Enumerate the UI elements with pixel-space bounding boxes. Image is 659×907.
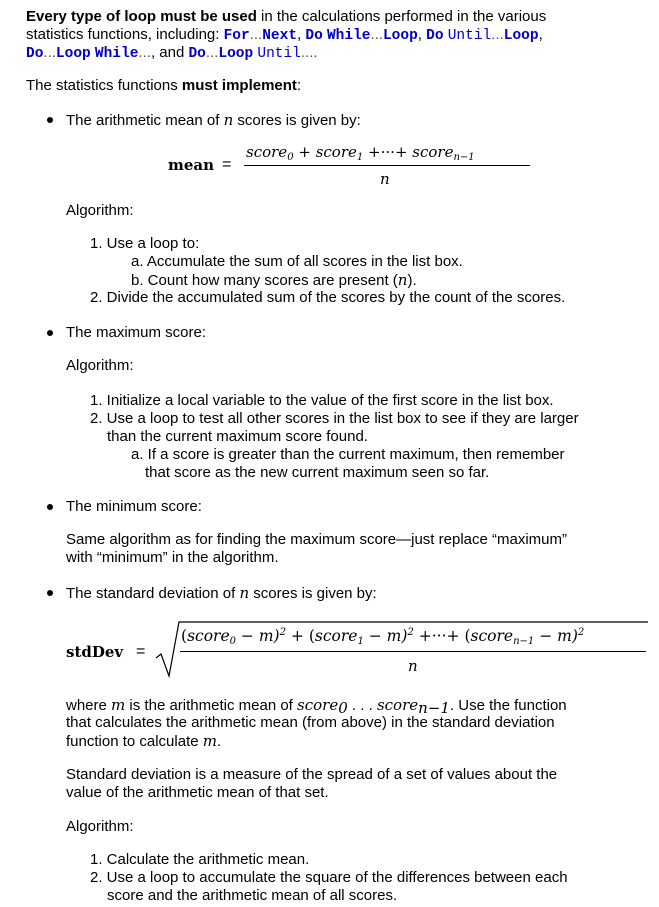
min-bullet-text: The minimum score: [66,498,202,515]
var-n: n [223,111,234,129]
for-keyword: For [223,28,250,44]
stddev-step-2: 2. Use a loop to accumulate the square of the differences between each [90,869,568,886]
bullet-max [47,330,53,336]
stddev-bullet-text: The standard deviation of n scores is given by: [66,584,377,602]
loop-keyword: Loop [55,46,91,62]
max-algorithm-label: Algorithm: [66,357,134,374]
mean-algorithm-label: Algorithm: [66,202,134,219]
max-step-1: 1. Initialize a local variable to the value of the first score in the list box. [90,392,554,409]
max-step-2a: a. If a score is greater than the current maximum, then remember [131,446,565,463]
ellipsis: .... [300,44,318,61]
max-bullet-text: The maximum score: [66,324,207,341]
stddev-algorithm-label: Algorithm: [66,818,134,835]
loop-keyword: Loop [503,28,539,44]
bullet-min [47,504,53,510]
mean-step-2: 2. Divide the accumulated sum of the scores by the count of the scores. [90,289,566,306]
comma: , [417,26,427,43]
mean-text: The arithmetic mean of [66,112,224,129]
equals-sign: = [222,156,232,173]
ellipsis: ... [205,44,219,61]
bullet-mean [47,117,53,123]
loop-keyword: Loop [382,28,418,44]
ellipsis: ... [138,44,151,61]
until-keyword: Until [447,28,492,44]
var-m: m [202,732,217,750]
requirements-text: The statistics functions [26,77,182,94]
loop-keyword: Loop [218,46,254,62]
do-keyword: Do [426,28,444,44]
mean-fraction-line [244,165,530,166]
while-keyword: While [326,28,371,44]
mean-text: scores is given by: [233,112,361,129]
stddev-where-3: function to calculate m. [66,732,222,750]
intro-line-2 [26,26,543,45]
while-keyword: While [94,46,139,62]
do-keyword: Do [188,46,206,62]
var-n: n [239,584,250,602]
ellipsis: ... [491,26,504,43]
requirements-colon: : [296,77,302,94]
intro-text: statistics functions, including: [26,26,224,43]
stddev-desc-2: value of the arithmetic mean of that set. [66,784,329,801]
equals-sign: = [136,643,146,660]
ellipsis: ... [43,44,56,61]
requirements-strong: must implement [181,77,297,94]
comma: , [297,26,306,43]
bullet-stddev [47,590,53,596]
intro-text: in the calculations performed in the various [256,8,547,25]
intro-line-1 [26,8,546,26]
ellipsis: ... [370,26,383,43]
requirements-heading [26,77,301,95]
stddev-where-1: where m is the arithmetic mean of score$_0$ . . . score$_{n-1}$. Use the function [66,696,567,717]
mean-step-1b: b. Count how many scores are present (n). [131,271,417,289]
next-keyword: Next [262,28,298,44]
comma: , [538,26,543,43]
max-step-2a-cont: that score as the new current maximum seen so far. [145,464,490,481]
max-step-2: 2. Use a loop to test all other scores in the list box to see if they are larger [90,410,579,427]
mean-bullet-text [66,111,361,130]
intro-line-3 [26,44,318,63]
min-desc-2: with “minimum” in the algorithm. [66,549,279,566]
mean-denominator: n [380,170,390,188]
stddev-step-1: 1. Calculate the arithmetic mean. [90,851,310,868]
var-m: m [111,696,126,714]
mean-numerator: score$_0$ + score$_1$ +···+ score$_{n-1}$ [246,143,475,163]
min-desc-1: Same algorithm as for finding the maximum score—just replace “maximum” [66,531,567,548]
do-keyword: Do [26,46,44,62]
intro-strong: Every type of loop must be used [26,8,257,25]
ellipsis: ... [249,26,263,43]
stddev-numerator: (score$_0$ − m)$^2$ + (score$_1$ − m)$^2$ +···+ (score$_{n-1}$ − m)$^2$ [181,627,585,647]
mean-lhs: mean [168,156,215,174]
until-keyword: Until [257,46,301,62]
stddev-denominator: n [408,657,418,675]
mean-step-1: 1. Use a loop to: [90,235,200,252]
stddev-lhs: stdDev [66,643,124,661]
stddev-step-2-cont: score and the arithmetic mean of all scores. [107,887,398,904]
stddev-where-2: that calculates the arithmetic mean (from above) in the standard deviation [66,714,555,731]
max-step-2-cont: than the current maximum score found. [107,428,368,445]
stddev-fraction-line [180,651,646,652]
var-n: n [397,271,408,289]
stddev-desc-1: Standard deviation is a measure of the spread of a set of values about the [66,766,558,783]
and-text: , and [150,44,189,61]
mean-step-1a: a. Accumulate the sum of all scores in the list box. [131,253,463,270]
do-keyword: Do [305,28,323,44]
